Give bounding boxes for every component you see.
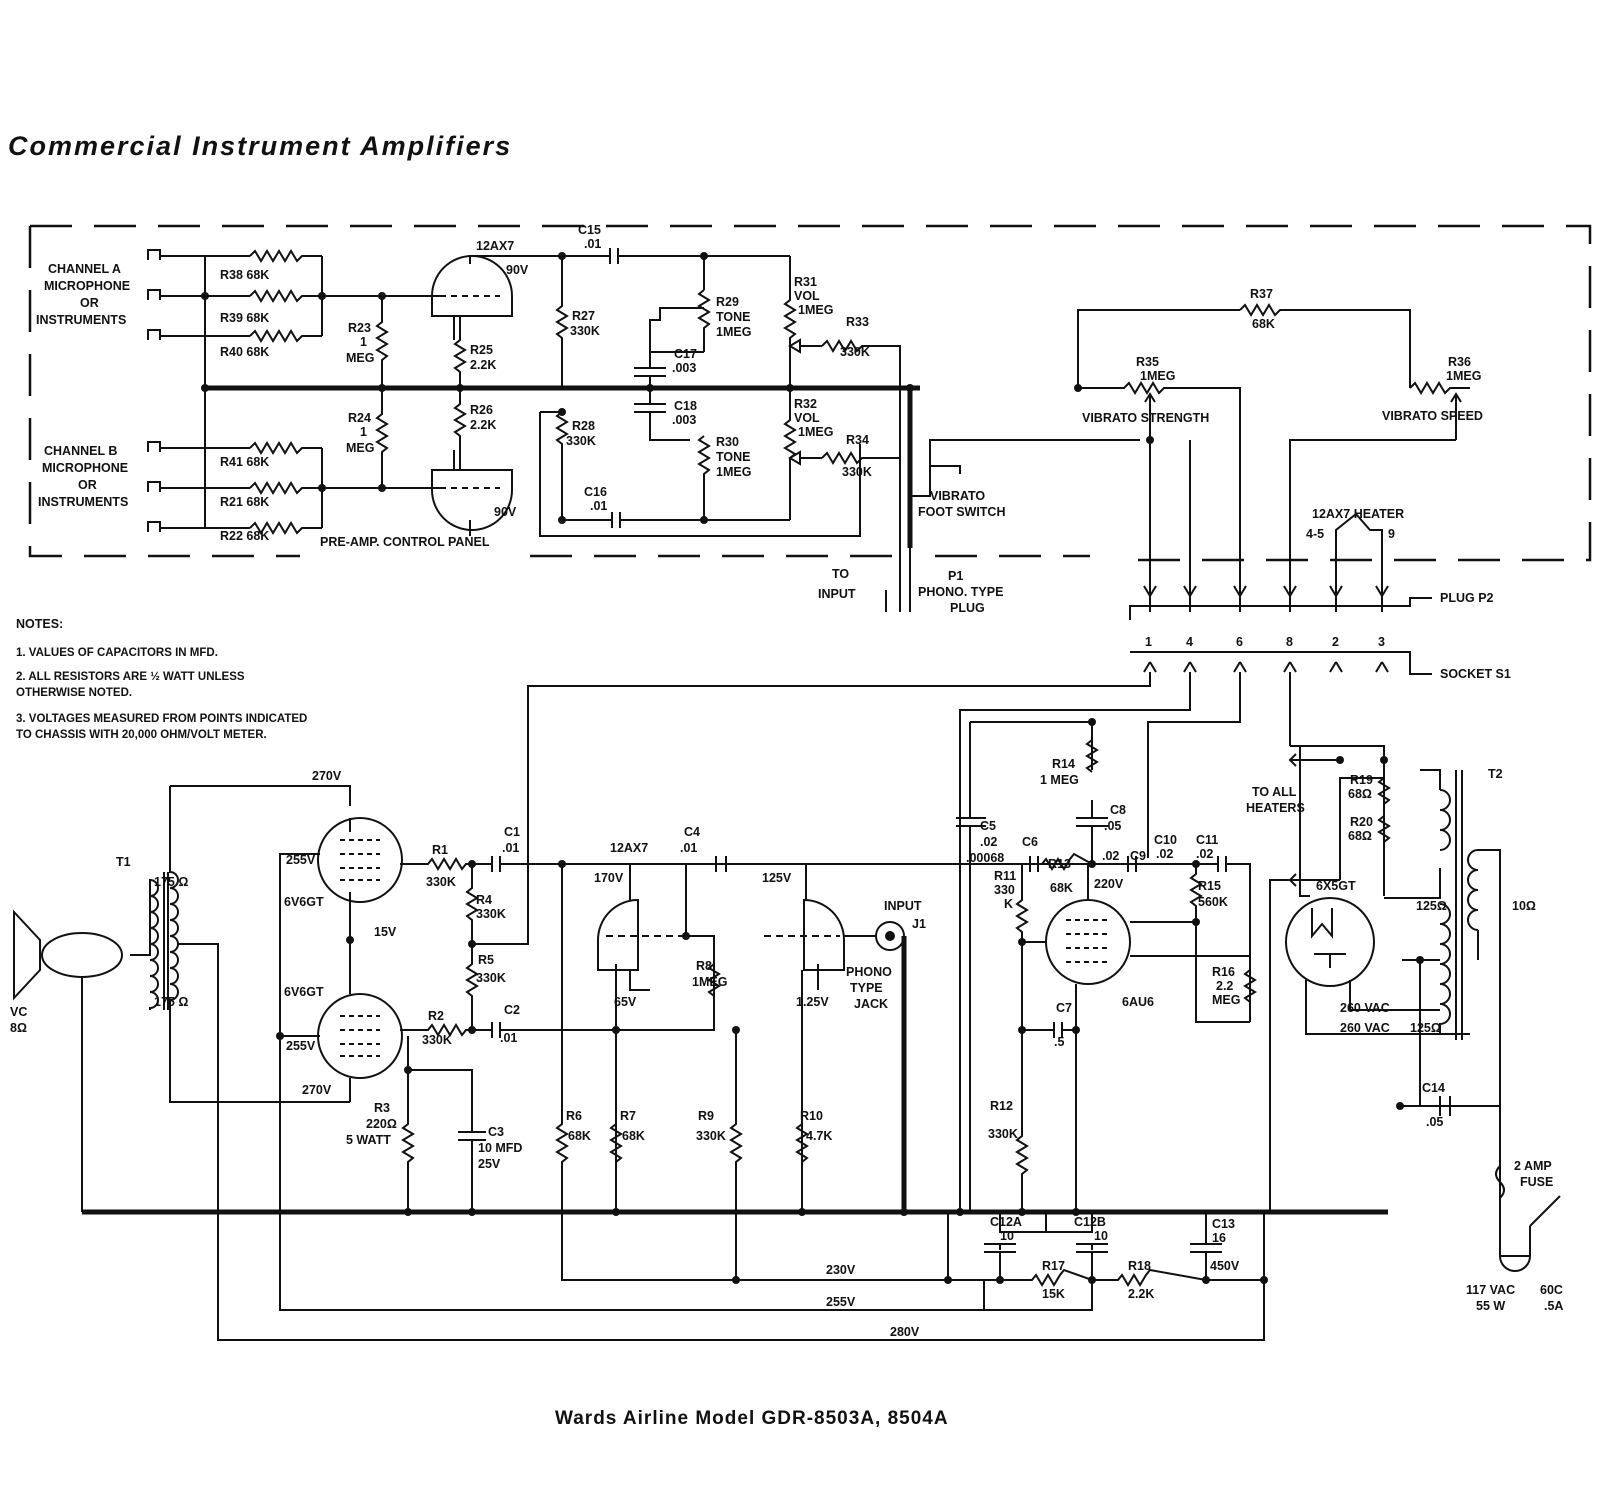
preamp-panel-label: PRE-AMP. CONTROL PANEL <box>320 535 490 549</box>
r3-label: R3 <box>374 1101 390 1115</box>
svg-text:INSTRUMENTS: INSTRUMENTS <box>38 495 129 509</box>
output-tube-6v6gt-lower <box>276 936 420 1102</box>
svg-text:.02: .02 <box>1156 847 1174 861</box>
260vac-a: 260 VAC <box>1340 1001 1390 1015</box>
p1-plug-wires <box>886 388 910 612</box>
r15-label: R15 <box>1198 879 1221 893</box>
svg-text:2.2K: 2.2K <box>1128 1287 1155 1301</box>
svg-text:5 WATT: 5 WATT <box>346 1133 391 1147</box>
b-plus-280v: 280V <box>890 1325 920 1339</box>
svg-text:PLUG: PLUG <box>950 601 985 615</box>
svg-text:25V: 25V <box>478 1157 501 1171</box>
svg-text:9: 9 <box>1388 527 1395 541</box>
svg-text:INPUT: INPUT <box>818 587 856 601</box>
c17-label: C17 <box>674 347 697 361</box>
svg-text:OR: OR <box>80 296 99 310</box>
svg-text:1MEG: 1MEG <box>798 303 834 317</box>
svg-text:.00068: .00068 <box>966 851 1005 865</box>
c12b-label: C12B <box>1074 1215 1106 1229</box>
r16-label: R16 <box>1212 965 1235 979</box>
pin-4: 4 <box>1186 635 1193 649</box>
r19-label: R19 <box>1350 773 1373 787</box>
svg-text:560K: 560K <box>1198 895 1228 909</box>
driver-tube-12ax7 <box>558 856 876 1212</box>
vibrato-controls <box>1074 305 1470 612</box>
t2-125ohm-a: 125Ω <box>1416 899 1447 913</box>
output-transformer-t1 <box>130 786 1264 1340</box>
r26-label: R26 <box>470 403 493 417</box>
c12a-label: C12A <box>990 1215 1022 1229</box>
svg-text:OR: OR <box>78 478 97 492</box>
socket-pin6-wire <box>1148 672 1240 858</box>
svg-text:68K: 68K <box>1252 317 1275 331</box>
heater-wires <box>1336 514 1382 612</box>
svg-text:68Ω: 68Ω <box>1348 829 1372 843</box>
svg-text:55 W: 55 W <box>1476 1299 1506 1313</box>
r13-label: R13 <box>1048 857 1071 871</box>
svg-text:220Ω: 220Ω <box>366 1117 397 1131</box>
r14-label: R14 <box>1052 757 1075 771</box>
r37-label: R37 <box>1250 287 1273 301</box>
b-plus-255v: 255V <box>826 1295 856 1309</box>
r28-label: R28 <box>572 419 595 433</box>
svg-text:2.2: 2.2 <box>1216 979 1234 993</box>
svg-text:.02: .02 <box>980 835 998 849</box>
svg-text:10: 10 <box>1094 1229 1108 1243</box>
svg-text:MEG: MEG <box>346 441 375 455</box>
c11-label: C11 <box>1196 833 1219 847</box>
fuse-label: 2 AMP <box>1514 1159 1552 1173</box>
svg-text:CHANNEL B: CHANNEL B <box>44 444 118 458</box>
svg-text:1 MEG: 1 MEG <box>1040 773 1079 787</box>
v270-upper: 270V <box>312 769 342 783</box>
c6-label: C6 <box>1022 835 1038 849</box>
pin-1: 1 <box>1145 635 1152 649</box>
r39-label: R39 68K <box>220 311 270 325</box>
svg-text:10: 10 <box>1000 1229 1014 1243</box>
v270-lower: 270V <box>302 1083 332 1097</box>
svg-text:FOOT SWITCH: FOOT SWITCH <box>918 505 1006 519</box>
r21-label: R21 68K <box>220 495 270 509</box>
r7-label: R7 <box>620 1109 636 1123</box>
heater-label: 12AX7 HEATER <box>1312 507 1405 521</box>
svg-text:.003: .003 <box>672 361 697 375</box>
r30-label: R30 <box>716 435 739 449</box>
svg-text:MICROPHONE: MICROPHONE <box>42 461 129 475</box>
c4-label: C4 <box>684 825 700 839</box>
svg-text:JACK: JACK <box>854 997 889 1011</box>
svg-text:330K: 330K <box>476 907 506 921</box>
mains-117vac: 117 VAC <box>1466 1283 1516 1297</box>
svg-text:330K: 330K <box>696 1129 726 1143</box>
notes <box>16 617 307 741</box>
svg-text:1MEG: 1MEG <box>1140 369 1176 383</box>
power-filter <box>280 1036 1268 1310</box>
to-input-label: TO <box>832 567 850 581</box>
svg-text:.5: .5 <box>1054 1035 1065 1049</box>
preamp-tube-label: 12AX7 <box>476 239 515 253</box>
r38-label: R38 68K <box>220 268 270 282</box>
svg-text:68K: 68K <box>622 1129 645 1143</box>
svg-text:.5A: .5A <box>1544 1299 1564 1313</box>
r2-label: R2 <box>428 1009 444 1023</box>
svg-text:VOL: VOL <box>794 411 820 425</box>
plug-p2-label: PLUG P2 <box>1440 591 1494 605</box>
note-line: 1. VALUES OF CAPACITORS IN MFD. <box>16 647 218 659</box>
svg-text:INSTRUMENTS: INSTRUMENTS <box>36 313 127 327</box>
svg-text:68Ω: 68Ω <box>1348 787 1372 801</box>
svg-text:FUSE: FUSE <box>1520 1175 1554 1189</box>
svg-text:MEG: MEG <box>346 351 375 365</box>
svg-text:175 Ω: 175 Ω <box>154 995 189 1009</box>
heater-dropping-resistors <box>1290 746 1389 886</box>
svg-text:8Ω: 8Ω <box>10 1021 27 1035</box>
r17-label: R17 <box>1042 1259 1065 1273</box>
v255-lower: 255V <box>286 1039 316 1053</box>
r22-label: R22 68K <box>220 529 270 543</box>
r12-label: R12 <box>990 1099 1013 1113</box>
svg-text:HEATERS: HEATERS <box>1246 801 1305 815</box>
v255-upper: 255V <box>286 853 316 867</box>
to-all-heaters-label: TO ALL <box>1252 785 1297 799</box>
svg-text:K: K <box>1004 897 1014 911</box>
svg-text:15K: 15K <box>1042 1287 1065 1301</box>
r4-label: R4 <box>476 893 492 907</box>
svg-text:16: 16 <box>1212 1231 1226 1245</box>
svg-text:.01: .01 <box>502 841 520 855</box>
svg-text:.01: .01 <box>590 499 608 513</box>
output-tube-6v6gt-upper <box>280 818 420 1040</box>
note-line: TO CHASSIS WITH 20,000 OHM/VOLT METER. <box>16 729 267 741</box>
r18-label: R18 <box>1128 1259 1151 1273</box>
preamp-v-bottom: 90V <box>494 505 517 519</box>
r29-label: R29 <box>716 295 739 309</box>
r27-label: R27 <box>572 309 595 323</box>
r5-label: R5 <box>478 953 494 967</box>
mains-60c: 60C <box>1540 1283 1563 1297</box>
svg-text:TONE: TONE <box>716 310 751 324</box>
pin-2: 2 <box>1332 635 1339 649</box>
c10-label: C10 <box>1154 833 1177 847</box>
r40-label: R40 68K <box>220 345 270 359</box>
t2-125ohm-b: 125Ω <box>1410 1021 1441 1035</box>
r24-label: R24 <box>348 411 371 425</box>
svg-text:.003: .003 <box>672 413 697 427</box>
svg-text:1MEG: 1MEG <box>692 975 728 989</box>
channel-b-label <box>38 444 128 509</box>
svg-text:2.2K: 2.2K <box>470 418 497 432</box>
vibrato-foot-switch <box>910 440 1140 496</box>
r25-label: R25 <box>470 343 493 357</box>
preamp-tube-12ax7 <box>432 256 562 536</box>
svg-text:VOL: VOL <box>794 289 820 303</box>
phono-jack-label: PHONO <box>846 965 892 979</box>
svg-text:330K: 330K <box>566 434 596 448</box>
svg-text:1MEG: 1MEG <box>716 465 752 479</box>
svg-text:1MEG: 1MEG <box>1446 369 1482 383</box>
note-line: 3. VOLTAGES MEASURED FROM POINTS INDICATED <box>16 713 308 725</box>
svg-text:68K: 68K <box>1050 881 1073 895</box>
r20-label: R20 <box>1350 815 1373 829</box>
r1-label: R1 <box>432 843 448 857</box>
c1-label: C1 <box>504 825 520 839</box>
svg-text:MEG: MEG <box>1212 993 1241 1007</box>
input-label: INPUT <box>884 899 922 913</box>
r41-label: R41 68K <box>220 455 270 469</box>
c5-label: C5 <box>980 819 996 833</box>
6v6gt-lower-label: 6V6GT <box>284 985 324 999</box>
svg-text:1: 1 <box>360 425 367 439</box>
vc-label: VC <box>10 1005 28 1019</box>
vibrato-speed-label: VIBRATO SPEED <box>1382 409 1483 423</box>
svg-text:1MEG: 1MEG <box>716 325 752 339</box>
c7-label: C7 <box>1056 1001 1072 1015</box>
svg-text:.05: .05 <box>1426 1115 1444 1129</box>
v170-label: 170V <box>594 871 624 885</box>
svg-text:330K: 330K <box>840 345 870 359</box>
c15-label: C15 <box>578 223 601 237</box>
note-line: OTHERWISE NOTED. <box>16 687 133 699</box>
svg-text:.01: .01 <box>584 237 602 251</box>
power-transformer-t2 <box>1402 770 1500 1212</box>
svg-text:4.7K: 4.7K <box>806 1129 833 1143</box>
r10-label: R10 <box>800 1109 823 1123</box>
svg-text:MICROPHONE: MICROPHONE <box>44 279 131 293</box>
svg-text:TONE: TONE <box>716 450 751 464</box>
p1-label: P1 <box>948 569 964 583</box>
svg-text:.02: .02 <box>1102 849 1120 863</box>
c9-label: C9 <box>1130 849 1146 863</box>
svg-text:4-5: 4-5 <box>1306 527 1325 541</box>
svg-text:.02: .02 <box>1196 847 1214 861</box>
r8-label: R8 <box>696 959 712 973</box>
plug-p2-socket-s1 <box>1130 586 1432 674</box>
svg-text:330K: 330K <box>426 875 456 889</box>
preamp-v-top: 90V <box>506 263 529 277</box>
driver-tube-label: 12AX7 <box>610 841 649 855</box>
260vac-b: 260 VAC <box>1340 1021 1390 1035</box>
r25-r26-resistors <box>455 316 465 470</box>
v125b-label: 1.25V <box>796 995 829 1009</box>
svg-text:330K: 330K <box>476 971 506 985</box>
svg-text:PHONO. TYPE: PHONO. TYPE <box>918 585 1004 599</box>
page-title: Commercial Instrument Amplifiers <box>8 131 513 161</box>
6au6-label: 6AU6 <box>1122 995 1154 1009</box>
c2-label: C2 <box>504 1003 520 1017</box>
svg-text:330K: 330K <box>988 1127 1018 1141</box>
svg-text:10 MFD: 10 MFD <box>478 1141 523 1155</box>
r23-label: R23 <box>348 321 371 335</box>
socket-s1-label: SOCKET S1 <box>1440 667 1511 681</box>
v65-label: 65V <box>614 995 637 1009</box>
speaker-vc <box>14 912 122 1212</box>
svg-text:.01: .01 <box>500 1031 518 1045</box>
svg-text:68K: 68K <box>568 1129 591 1143</box>
pin-6: 6 <box>1236 635 1243 649</box>
r35-label: R35 <box>1136 355 1159 369</box>
c8-label: C8 <box>1110 803 1126 817</box>
svg-text:2.2K: 2.2K <box>470 358 497 372</box>
c14-label: C14 <box>1422 1081 1445 1095</box>
vibrato-strength-label: VIBRATO STRENGTH <box>1082 411 1210 425</box>
v15-label: 15V <box>374 925 397 939</box>
r34-label: R34 <box>846 433 869 447</box>
svg-text:330: 330 <box>994 883 1015 897</box>
r9-label: R9 <box>698 1109 714 1123</box>
svg-text:330K: 330K <box>570 324 600 338</box>
svg-text:450V: 450V <box>1210 1259 1240 1273</box>
c16-label: C16 <box>584 485 607 499</box>
svg-text:1: 1 <box>360 335 367 349</box>
r6-label: R6 <box>566 1109 582 1123</box>
svg-text:.05: .05 <box>1104 819 1122 833</box>
v220-label: 220V <box>1094 877 1124 891</box>
r33-label: R33 <box>846 315 869 329</box>
notes-heading: NOTES: <box>16 617 64 631</box>
c13-label: C13 <box>1212 1217 1235 1231</box>
svg-text:TYPE: TYPE <box>850 981 883 995</box>
6x5gt-label: 6X5GT <box>1316 879 1356 893</box>
c3-label: C3 <box>488 1125 504 1139</box>
socket-pin1-wire <box>472 672 1150 944</box>
t2-label: T2 <box>1488 767 1503 781</box>
note-line: 2. ALL RESISTORS ARE ½ WATT UNLESS <box>16 671 245 683</box>
svg-text:330K: 330K <box>842 465 872 479</box>
6v6gt-upper-label: 6V6GT <box>284 895 324 909</box>
c18-label: C18 <box>674 399 697 413</box>
svg-text:1MEG: 1MEG <box>798 425 834 439</box>
svg-text:.01: .01 <box>680 841 698 855</box>
r36-label: R36 <box>1448 355 1471 369</box>
pin-8: 8 <box>1286 635 1293 649</box>
j1-label: J1 <box>912 917 926 931</box>
r32-label: R32 <box>794 397 817 411</box>
t1-label: T1 <box>116 855 131 869</box>
v125-label: 125V <box>762 871 792 885</box>
vibrato-fs-label: VIBRATO <box>930 489 986 503</box>
channel-a-label <box>36 262 130 327</box>
t2-10ohm: 10Ω <box>1512 899 1536 913</box>
svg-text:330K: 330K <box>422 1033 452 1047</box>
svg-text:CHANNEL A: CHANNEL A <box>48 262 121 276</box>
r31-label: R31 <box>794 275 817 289</box>
svg-text:175 Ω: 175 Ω <box>154 875 189 889</box>
caption: Wards Airline Model GDR-8503A, 8504A <box>555 1408 949 1429</box>
b-plus-230v: 230V <box>826 1263 856 1277</box>
r11-label: R11 <box>994 869 1017 883</box>
pin-3: 3 <box>1378 635 1385 649</box>
